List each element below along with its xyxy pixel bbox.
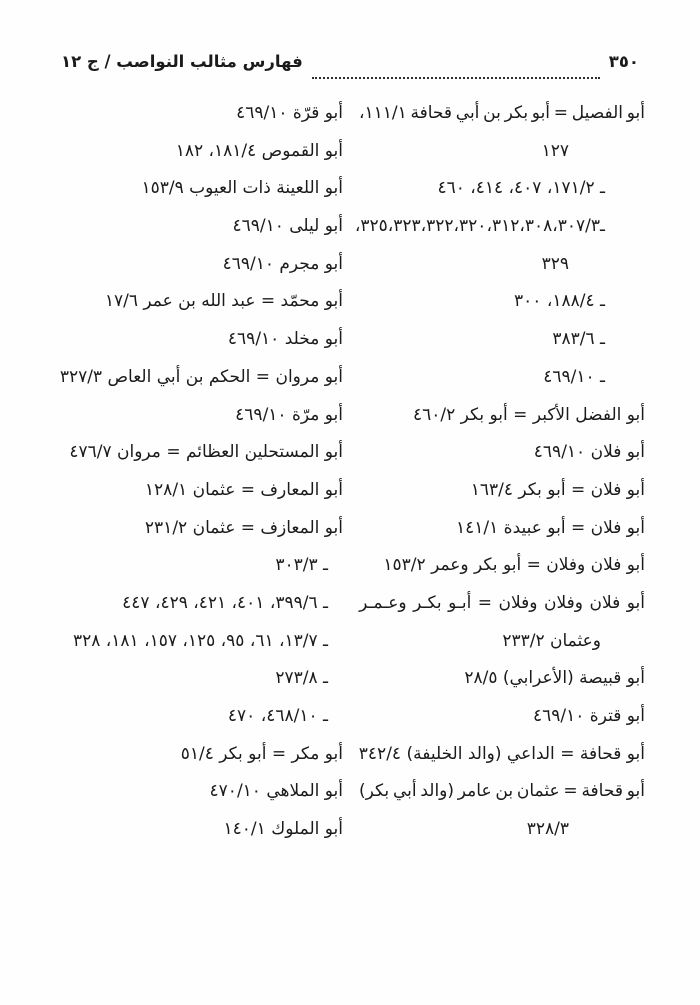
index-line: أبو الفضل الأكبر = أبو بكر ٤٦٠/٢ xyxy=(412,404,645,425)
index-line: أبو الملاهي ٤٧٠/١٠ xyxy=(209,781,343,802)
index-line: وعثمان ٢٣٣/٢ xyxy=(502,630,601,651)
index-columns xyxy=(57,95,645,849)
index-word: أبو xyxy=(531,103,551,123)
index-word: وفلان xyxy=(544,592,583,613)
index-word: وفلان xyxy=(498,592,538,613)
index-line: أبو محمّد = عبد الله بن عمر ١٧/٦ xyxy=(104,291,343,312)
index-line xyxy=(359,95,645,133)
index-word: (والد xyxy=(420,781,455,802)
index-column-right xyxy=(354,95,645,849)
index-line: ـ ٣٩٩/٦، ٤٠١، ٤٢١، ٤٢٩، ٤٤٧ xyxy=(122,592,328,613)
index-word: أبو xyxy=(626,103,645,123)
index-word: أبي xyxy=(392,781,417,802)
index-line: أبو الملوك ١٤٠/١ xyxy=(223,819,343,840)
index-line: ـ ٣٠٣/٣ xyxy=(275,555,328,576)
index-line: أبو المستحلين العظائم = مروان ٤٧٦/٧ xyxy=(69,442,343,463)
index-word: بن xyxy=(495,781,514,802)
index-word: = xyxy=(477,592,493,613)
index-word: بن xyxy=(483,103,501,123)
index-line: أبو فلان = أبو بكر ١٦٣/٤ xyxy=(470,479,645,500)
index-line: ـ ٣٨٣/٦ xyxy=(552,329,605,350)
index-word: قحافة xyxy=(410,103,453,123)
index-line: أبو فلان وفلان = أبو بكر وعمر ١٥٣/٢ xyxy=(383,555,645,576)
index-line: ٣٢٩ xyxy=(541,253,569,274)
index-line: أبو فلان = أبو عبيدة ١٤١/١ xyxy=(456,517,645,538)
index-column-left xyxy=(57,95,343,849)
index-word: ٣٢٢، xyxy=(420,216,454,237)
index-word: أبو xyxy=(626,781,645,802)
index-line: أبو مروان = الحكم بن أبي العاص ٣٢٧/٣ xyxy=(59,366,343,387)
index-line: ـ ٢٧٣/٨ xyxy=(275,668,328,689)
index-word: عامر xyxy=(457,781,492,802)
index-line: أبو فلان ٤٦٩/١٠ xyxy=(533,442,645,463)
index-word: = xyxy=(553,103,569,123)
index-line: أبو القموص ١٨١/٤، ١٨٢ xyxy=(175,140,343,161)
index-line: ١٢٧ xyxy=(541,140,569,161)
dotted-leader xyxy=(312,77,600,79)
index-word: ٣٠٧/٣، xyxy=(552,216,601,237)
index-word: عثمان xyxy=(516,781,560,802)
index-word: ٣٢٣، xyxy=(387,216,421,237)
index-line: أبو مكر = أبو بكر ٥١/٤ xyxy=(180,743,343,764)
page-number: ٣٥٠ xyxy=(608,52,639,71)
index-word: الفصيل xyxy=(571,103,624,123)
index-line xyxy=(354,208,645,246)
index-line xyxy=(359,773,645,811)
index-word: فلان xyxy=(589,592,621,613)
index-line: أبو اللعينة ذات العيوب ١٥٣/٩ xyxy=(141,178,343,199)
index-word: ٣١٢، xyxy=(486,216,520,237)
page-header xyxy=(57,52,645,84)
index-word: ٣٢٥، xyxy=(354,216,388,237)
index-line xyxy=(359,585,645,623)
index-word: ٣٢٠، xyxy=(453,216,487,237)
index-word: ١١١/١، xyxy=(359,103,407,123)
index-word: بكـر xyxy=(413,592,442,613)
index-line: ٣٢٨/٣ xyxy=(526,819,569,840)
index-word: أبو xyxy=(626,592,645,613)
index-line: أبو المعازف = عثمان ٢٣١/٢ xyxy=(144,517,343,538)
index-line: أبو المعارف = عثمان ١٢٨/١ xyxy=(144,479,343,500)
index-word: ـ xyxy=(600,216,605,237)
index-line: ـ ١٧١/٢، ٤٠٧، ٤١٤، ٤٦٠ xyxy=(437,178,605,199)
index-line: أبو قبيصة (الأعرابي) ٢٨/٥ xyxy=(464,668,645,689)
index-line: ـ ١٨٨/٤، ٣٠٠ xyxy=(514,291,605,312)
index-line: أبو ليلى ٤٦٩/١٠ xyxy=(232,216,343,237)
index-word: قحافة xyxy=(581,781,623,802)
index-line: ـ ٤٦٩/١٠ xyxy=(543,366,605,387)
page-title: فهارس مثالب النواصب / ج ١٢ xyxy=(61,52,303,71)
index-word: ٣٠٨، xyxy=(519,216,553,237)
index-word: بكر xyxy=(504,103,529,123)
index-word: = xyxy=(563,781,578,802)
index-line: أبو قرّة ٤٦٩/١٠ xyxy=(236,103,343,123)
index-line: أبو قترة ٤٦٩/١٠ xyxy=(533,706,645,726)
index-word: أبي xyxy=(455,103,480,123)
index-line: ـ ٤٦٨/١٠، ٤٧٠ xyxy=(227,706,328,726)
index-word: بكر) xyxy=(359,781,390,802)
index-line: أبو قحافة = الداعي (والد الخليفة) ٣٤٢/٤ xyxy=(358,743,645,764)
index-line: أبو مجرم ٤٦٩/١٠ xyxy=(222,253,343,274)
index-word: وعـمـر xyxy=(359,592,407,613)
index-word: أبـو xyxy=(448,592,472,613)
index-line: ـ ١٣/٧، ٦١، ٩٥، ١٢٥، ١٥٧، ١٨١، ٣٢٨ xyxy=(72,630,328,651)
index-line: أبو مرّة ٤٦٩/١٠ xyxy=(235,404,343,425)
index-line: أبو مخلد ٤٦٩/١٠ xyxy=(227,329,343,350)
